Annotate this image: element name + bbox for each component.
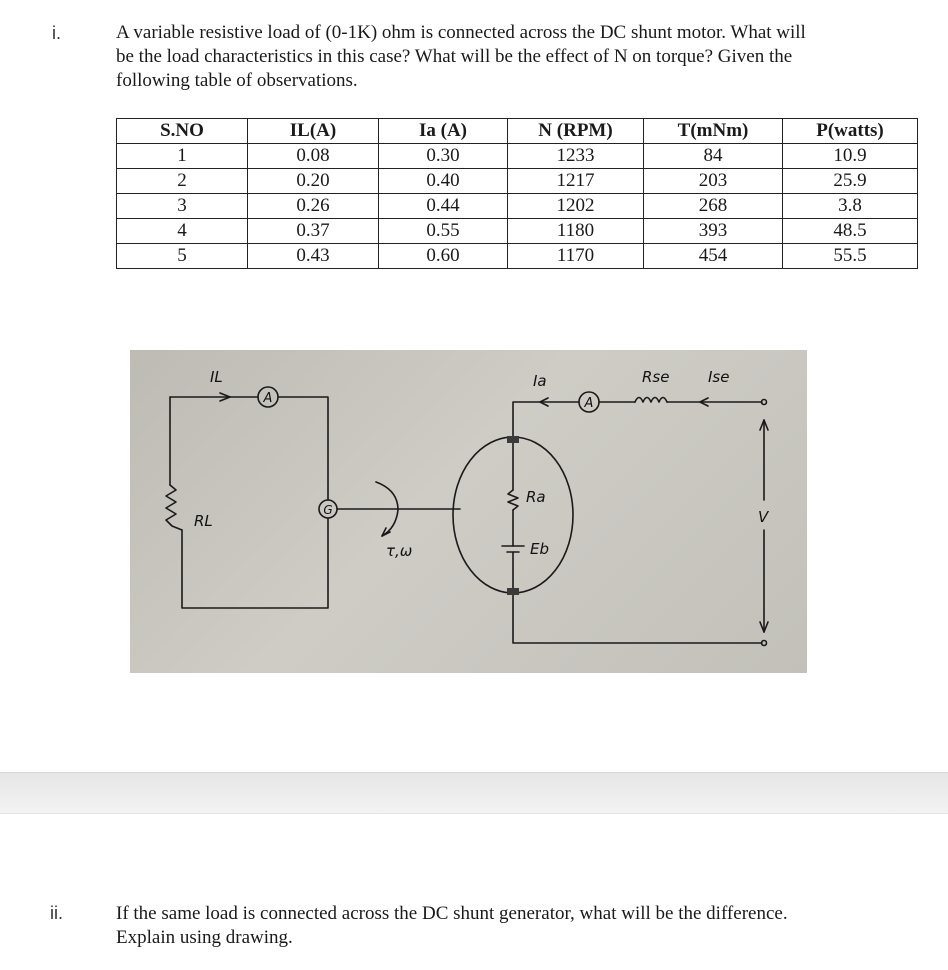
cell: 3 [117, 194, 248, 219]
ammeter-1-label: A [263, 391, 273, 406]
cell: 0.37 [248, 219, 379, 244]
observation-table [116, 118, 918, 269]
cell: 0.26 [248, 194, 379, 219]
eb-label: Eb [530, 540, 549, 558]
cell: 1217 [508, 169, 644, 194]
rl-resistor [166, 485, 182, 530]
cell: 393 [644, 219, 783, 244]
ise-label: Ise [708, 368, 730, 386]
cell: 1202 [508, 194, 644, 219]
brush-bottom [507, 588, 519, 595]
cell: 1170 [508, 244, 644, 269]
cell: 84 [644, 144, 783, 169]
cell: 268 [644, 194, 783, 219]
eb-battery [502, 546, 524, 552]
table-row [117, 144, 918, 169]
table-row [117, 219, 918, 244]
cell: 0.20 [248, 169, 379, 194]
header-ia: Ia (A) [379, 119, 508, 144]
supply-wire [513, 593, 762, 643]
ra-label: Ra [526, 488, 546, 506]
cell: 0.40 [379, 169, 508, 194]
cell: 0.60 [379, 244, 508, 269]
question-2-text [116, 902, 788, 950]
il-label: IL [210, 368, 223, 386]
cell: 0.55 [379, 219, 508, 244]
ia-label: Ia [533, 372, 547, 390]
header-p: P(watts) [783, 119, 918, 144]
cell: 48.5 [783, 219, 918, 244]
cell: 0.08 [248, 144, 379, 169]
question-1-line: be the load characteristics in this case? What will be the effect of N on torque? Given the [116, 46, 793, 67]
cell: 1180 [508, 219, 644, 244]
cell: 0.30 [379, 144, 508, 169]
header-t: T(mNm) [644, 119, 783, 144]
question-1-line: A variable resistive load of (0-1K) ohm is connected across the DC shunt motor. What will [116, 22, 806, 43]
header-n: N (RPM) [508, 119, 644, 144]
question-1-line: following table of observations. [116, 70, 358, 91]
cell: 10.9 [783, 144, 918, 169]
section-divider [0, 772, 948, 814]
rl-label: RL [194, 512, 213, 530]
load-wire [182, 518, 328, 608]
rse-label: Rse [642, 368, 670, 386]
rse-coil [635, 398, 667, 403]
cell: 203 [644, 169, 783, 194]
brush-top [507, 436, 519, 443]
supply-wire [513, 402, 579, 438]
cell: 5 [117, 244, 248, 269]
table-row [117, 244, 918, 269]
header-sno: S.NO [117, 119, 248, 144]
cell: 454 [644, 244, 783, 269]
terminal-top [762, 400, 767, 405]
circuit-diagram-photo [130, 350, 807, 673]
question-1-text [116, 21, 806, 93]
load-wire [278, 397, 328, 500]
ra-resistor [508, 490, 518, 510]
cell: 1233 [508, 144, 644, 169]
table-header-row [117, 119, 918, 144]
cell: 55.5 [783, 244, 918, 269]
ammeter-2-label: A [584, 396, 594, 411]
table-row [117, 194, 918, 219]
table-row [117, 169, 918, 194]
terminal-bottom [762, 641, 767, 646]
generator-label: G [323, 503, 333, 517]
cell: 25.9 [783, 169, 918, 194]
torque-label: τ,ω [386, 542, 413, 560]
cell: 0.43 [248, 244, 379, 269]
header-il: IL(A) [248, 119, 379, 144]
question-1-number: i. [52, 23, 61, 43]
circuit-diagram [130, 350, 807, 673]
question-2-line: If the same load is connected across the DC shunt generator, what will be the difference. [116, 903, 788, 924]
cell: 3.8 [783, 194, 918, 219]
question-2-number: ii. [50, 903, 63, 923]
cell: 2 [117, 169, 248, 194]
cell: 1 [117, 144, 248, 169]
question-2-line: Explain using drawing. [116, 927, 293, 948]
torque-arrow [382, 528, 390, 536]
cell: 4 [117, 219, 248, 244]
v-label: V [758, 508, 769, 526]
cell: 0.44 [379, 194, 508, 219]
